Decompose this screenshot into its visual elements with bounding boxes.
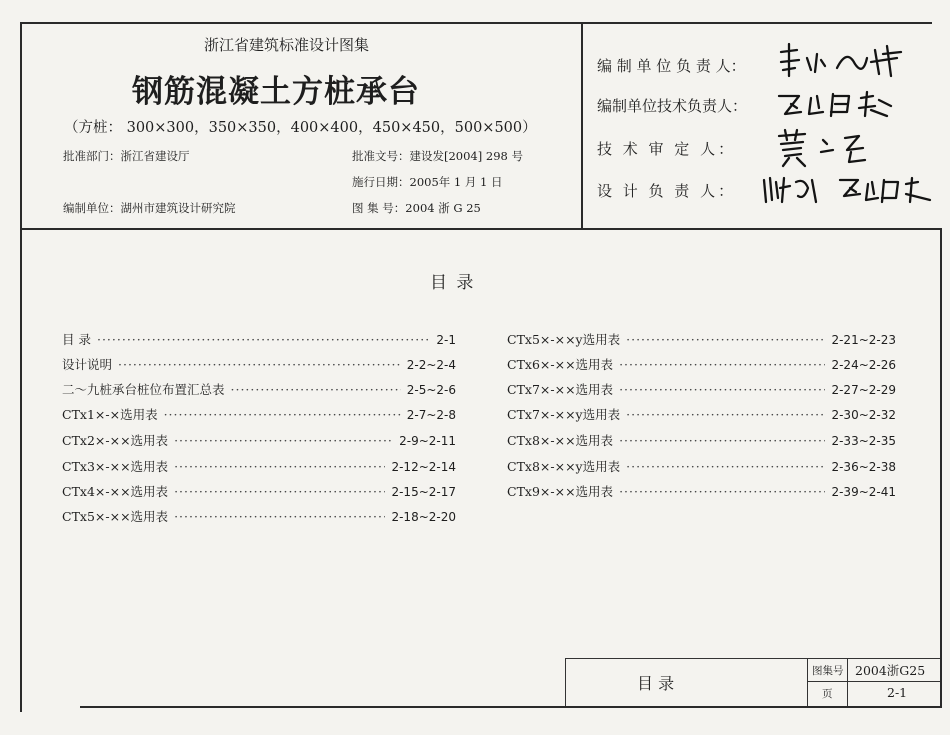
toc-leader	[619, 382, 825, 397]
toc-entry-page: 2-27~2-29	[831, 383, 896, 397]
title-block-row-divider	[807, 681, 940, 682]
toc-entry[interactable]	[62, 355, 456, 377]
toc-leader	[174, 484, 385, 499]
toc-entry-page: 2-7~2-8	[406, 408, 456, 422]
toc-entry[interactable]	[62, 330, 456, 352]
unit-tech-head-label: 编制单位技术负责人：	[597, 97, 748, 115]
toc-entry-title: CTx3×-××选用表	[62, 459, 169, 474]
title-block-name: 目 录	[637, 674, 675, 693]
title-block-left-line	[565, 658, 566, 706]
pile-size-subtitle: （方桩： 300×300，350×350，400×400，450×450，500×500）	[64, 120, 537, 136]
frame-vertical-divider	[581, 22, 583, 228]
toc-entry-title: CTx1×-×选用表	[62, 407, 158, 422]
frame-bottom-border	[80, 706, 942, 708]
toc-leader	[619, 484, 825, 499]
toc-leader	[626, 459, 825, 474]
toc-entry-title: CTx5×-××选用表	[62, 509, 169, 524]
title-block-page-label: 页	[822, 688, 833, 700]
toc-entry[interactable]	[62, 431, 456, 453]
toc-entry-page: 2-39~2-41	[831, 485, 896, 499]
toc-entry[interactable]	[507, 457, 896, 479]
toc-entry-title: 二～九桩承台桩位布置汇总表	[62, 382, 225, 397]
title-block-page-value: 2-1	[887, 685, 908, 700]
toc-entry[interactable]	[507, 330, 896, 352]
toc-entry-page: 2-2~2-4	[406, 358, 456, 372]
toc-leader	[118, 357, 401, 372]
toc-entry-page: 2-24~2-26	[831, 358, 896, 372]
frame-top-border	[20, 22, 932, 24]
toc-entry-title: CTx7×-××选用表	[507, 382, 614, 397]
frame-right-border	[940, 228, 942, 708]
compiling-unit: 编制单位：湖州市建筑设计研究院	[63, 201, 236, 215]
toc-leader	[164, 407, 401, 422]
toc-entry[interactable]	[62, 405, 456, 427]
toc-entry-page: 2-15~2-17	[391, 485, 456, 499]
toc-entry-title: CTx2×-××选用表	[62, 433, 169, 448]
design-lead-label: 设 计 负 责 人：	[597, 182, 737, 200]
title-block-atlas-label: 图集号	[812, 665, 844, 677]
document-title: 钢筋混凝土方桩承台	[132, 74, 420, 110]
title-block-atlas-value: 2004浙G25	[855, 663, 926, 678]
toc-entry[interactable]	[62, 380, 456, 402]
toc-entry-page: 2-5~2-6	[406, 383, 456, 397]
atlas-number: 图 集 号：2004 浙 G 25	[352, 201, 481, 215]
signature-tech-approver	[775, 128, 895, 168]
toc-entry-title: CTx9×-××选用表	[507, 484, 614, 499]
toc-heading: 目 录	[430, 273, 476, 293]
tech-approver-label: 技 术 审 定 人：	[597, 140, 737, 158]
unit-head-label: 编 制 单 位 负 责 人：	[597, 57, 746, 75]
toc-entry-page: 2-30~2-32	[831, 408, 896, 422]
toc-entry-title: CTx5×-××y选用表	[507, 332, 621, 347]
series-name: 浙江省建筑标准设计图集	[204, 36, 370, 54]
frame-left-border	[20, 22, 22, 712]
toc-entry[interactable]	[62, 507, 456, 529]
toc-entry-title: CTx4×-××选用表	[62, 484, 169, 499]
toc-entry[interactable]	[507, 482, 896, 504]
toc-entry[interactable]	[507, 380, 896, 402]
toc-entry-title: CTx8×-××y选用表	[507, 459, 621, 474]
toc-entry-title: 设计说明	[62, 357, 113, 372]
toc-entry[interactable]	[507, 355, 896, 377]
effective-date: 施行日期：2005年 1 月 1 日	[352, 175, 503, 189]
approval-department: 批准部门：浙江省建设厅	[63, 149, 190, 163]
toc-entry-page: 2-9~2-11	[399, 434, 456, 448]
toc-entry-page: 2-33~2-35	[831, 434, 896, 448]
toc-entry-page: 2-12~2-14	[391, 460, 456, 474]
toc-leader	[619, 357, 825, 372]
frame-header-divider	[20, 228, 940, 230]
toc-entry-title: CTx7×-××y选用表	[507, 407, 621, 422]
signature-unit-tech-head	[775, 86, 915, 122]
toc-leader	[231, 382, 401, 397]
toc-entry-title: 目 录	[62, 332, 91, 347]
signature-unit-head	[775, 40, 915, 82]
approval-document-no: 批准文号：建设发[2004] 298 号	[352, 149, 523, 163]
toc-entry-page: 2-18~2-20	[391, 510, 456, 524]
toc-leader	[174, 433, 393, 448]
title-block-label-divider	[847, 658, 848, 706]
toc-entry[interactable]	[62, 482, 456, 504]
toc-entry[interactable]	[507, 405, 896, 427]
signature-design-lead	[760, 172, 935, 208]
toc-entry-page: 2-36~2-38	[831, 460, 896, 474]
toc-leader	[174, 459, 385, 474]
title-block-divider	[807, 658, 808, 706]
toc-entry[interactable]	[507, 431, 896, 453]
toc-entry[interactable]	[62, 457, 456, 479]
toc-entry-title: CTx8×-××选用表	[507, 433, 614, 448]
title-block-top-line	[565, 658, 940, 659]
toc-leader	[626, 407, 825, 422]
toc-leader	[174, 509, 385, 524]
toc-leader	[619, 433, 825, 448]
toc-entry-title: CTx6×-××选用表	[507, 357, 614, 372]
toc-entry-page: 2-1	[436, 333, 456, 347]
toc-leader	[97, 332, 430, 347]
toc-leader	[626, 332, 825, 347]
title-block	[565, 658, 940, 706]
toc-entry-page: 2-21~2-23	[831, 333, 896, 347]
